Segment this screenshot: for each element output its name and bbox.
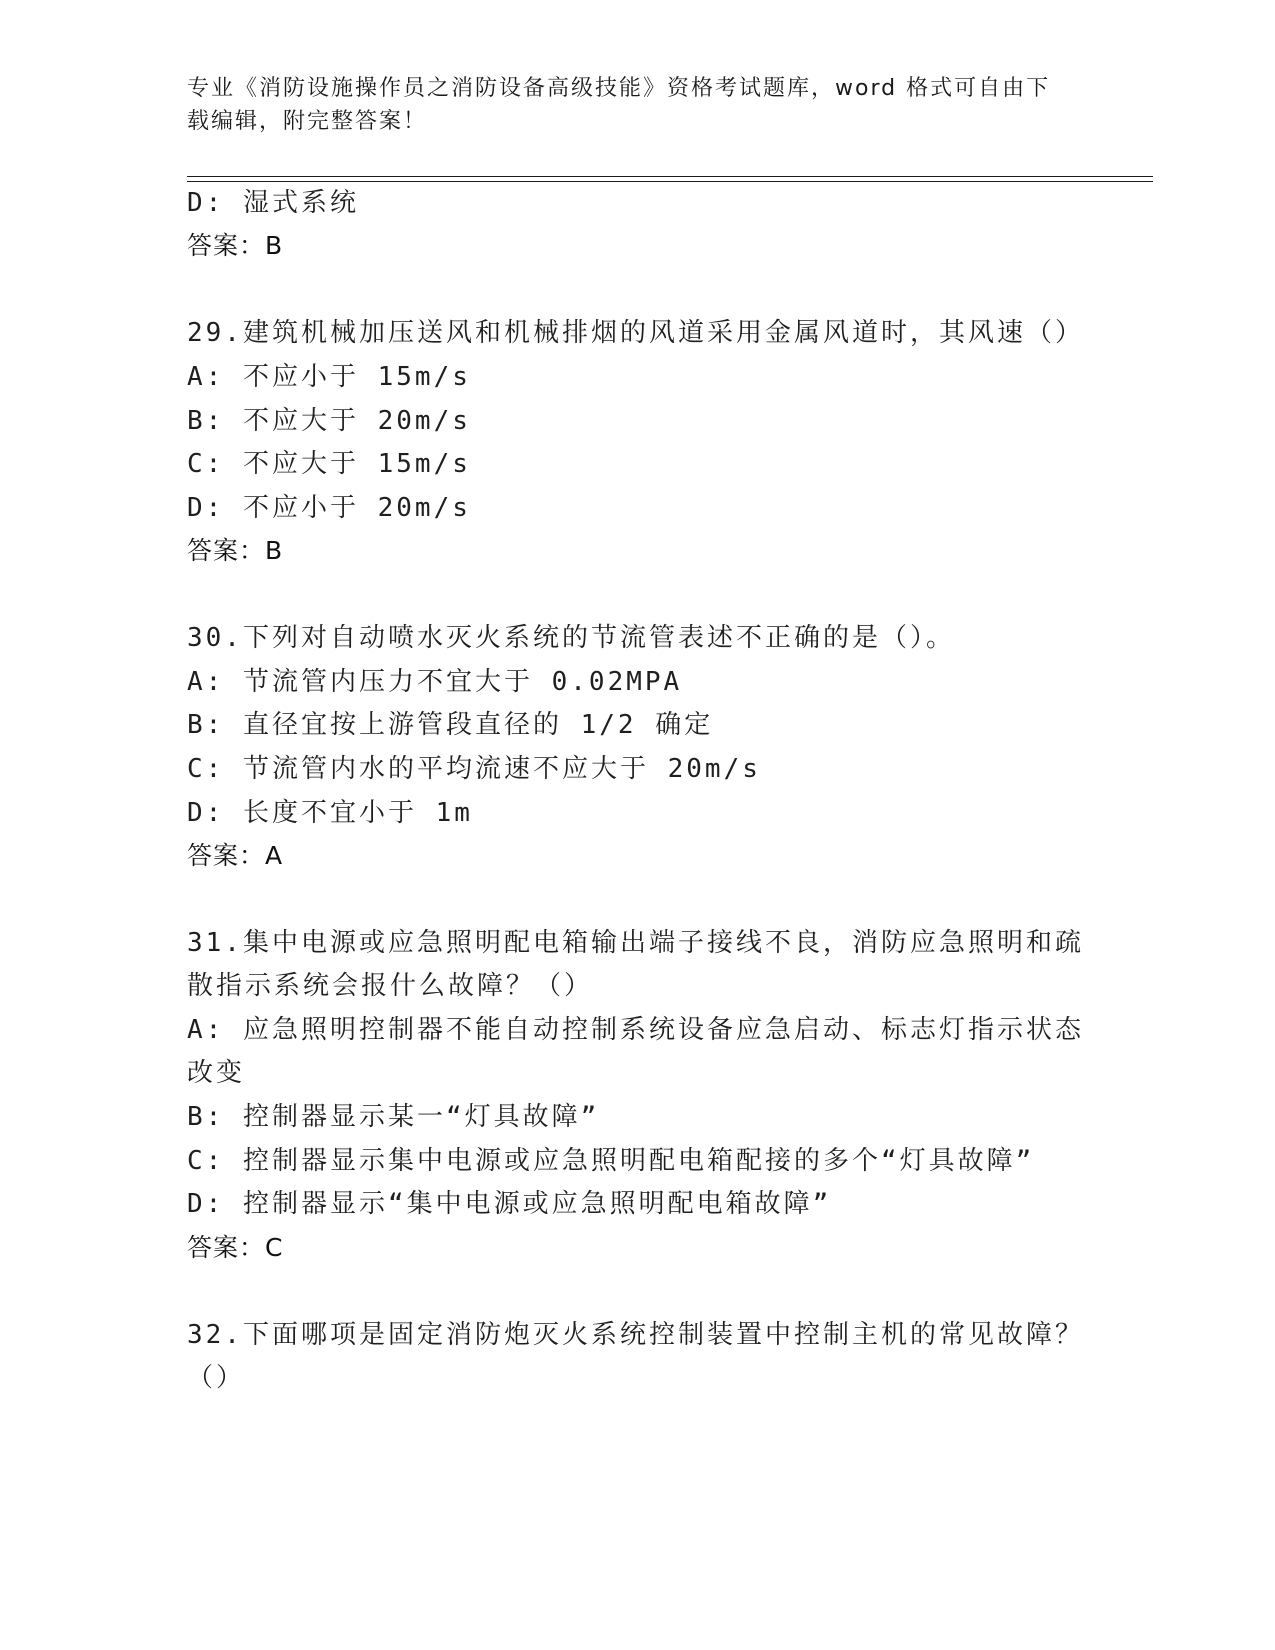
header-line-2: 载编辑，附完整答案！ — [187, 109, 428, 134]
q30-answer: 答案：A — [187, 841, 284, 870]
document-header — [187, 72, 1067, 138]
q30-stem: 30.下列对自动喷水灭火系统的节流管表述不正确的是（）。 — [187, 623, 955, 653]
prev-option-d: D: 湿式系统 — [187, 188, 359, 218]
q30-option-c: C: 节流管内水的平均流速不应大于 20m/s — [187, 754, 761, 784]
q32-stem-line-1: 32.下面哪项是固定消防炮灭火系统控制装置中控制主机的常见故障？ — [187, 1320, 1084, 1350]
q31-option-d: D: 控制器显示“集中电源或应急照明配电箱故障” — [187, 1189, 832, 1219]
q29-stem: 29.建筑机械加压送风和机械排烟的风道采用金属风道时，其风速（） — [187, 318, 1084, 348]
header-double-rule — [187, 176, 1153, 182]
q30-option-d: D: 长度不宜小于 1m — [187, 798, 473, 828]
q29-option-d: D: 不应小于 20m/s — [187, 493, 471, 523]
q31-option-a-line-1: A: 应急照明控制器不能自动控制系统设备应急启动、标志灯指示状态 — [187, 1015, 1084, 1045]
header-line-1: 专业《消防设施操作员之消防设备高级技能》资格考试题库，word 格式可自由下 — [187, 76, 1051, 101]
q31-option-b: B: 控制器显示某一“灯具故障” — [187, 1102, 600, 1132]
q29-option-a: A: 不应小于 15m/s — [187, 362, 471, 392]
q31-answer: 答案：C — [187, 1233, 284, 1262]
q32-stem-line-2: （） — [187, 1363, 246, 1393]
prev-answer: 答案：B — [187, 231, 284, 260]
q29-option-c: C: 不应大于 15m/s — [187, 449, 471, 479]
q31-stem-line-1: 31.集中电源或应急照明配电箱输出端子接线不良，消防应急照明和疏 — [187, 928, 1084, 958]
q29-option-b: B: 不应大于 20m/s — [187, 406, 471, 436]
q29-answer: 答案：B — [187, 536, 284, 565]
q31-option-c: C: 控制器显示集中电源或应急照明配电箱配接的多个“灯具故障” — [187, 1146, 1035, 1176]
q31-stem-line-2: 散指示系统会报什么故障？（） — [187, 971, 594, 1001]
q30-option-b: B: 直径宜按上游管段直径的 1/2 确定 — [187, 710, 714, 740]
q30-option-a: A: 节流管内压力不宜大于 0.02MPA — [187, 667, 683, 697]
q31-option-a-line-2: 改变 — [187, 1058, 246, 1088]
